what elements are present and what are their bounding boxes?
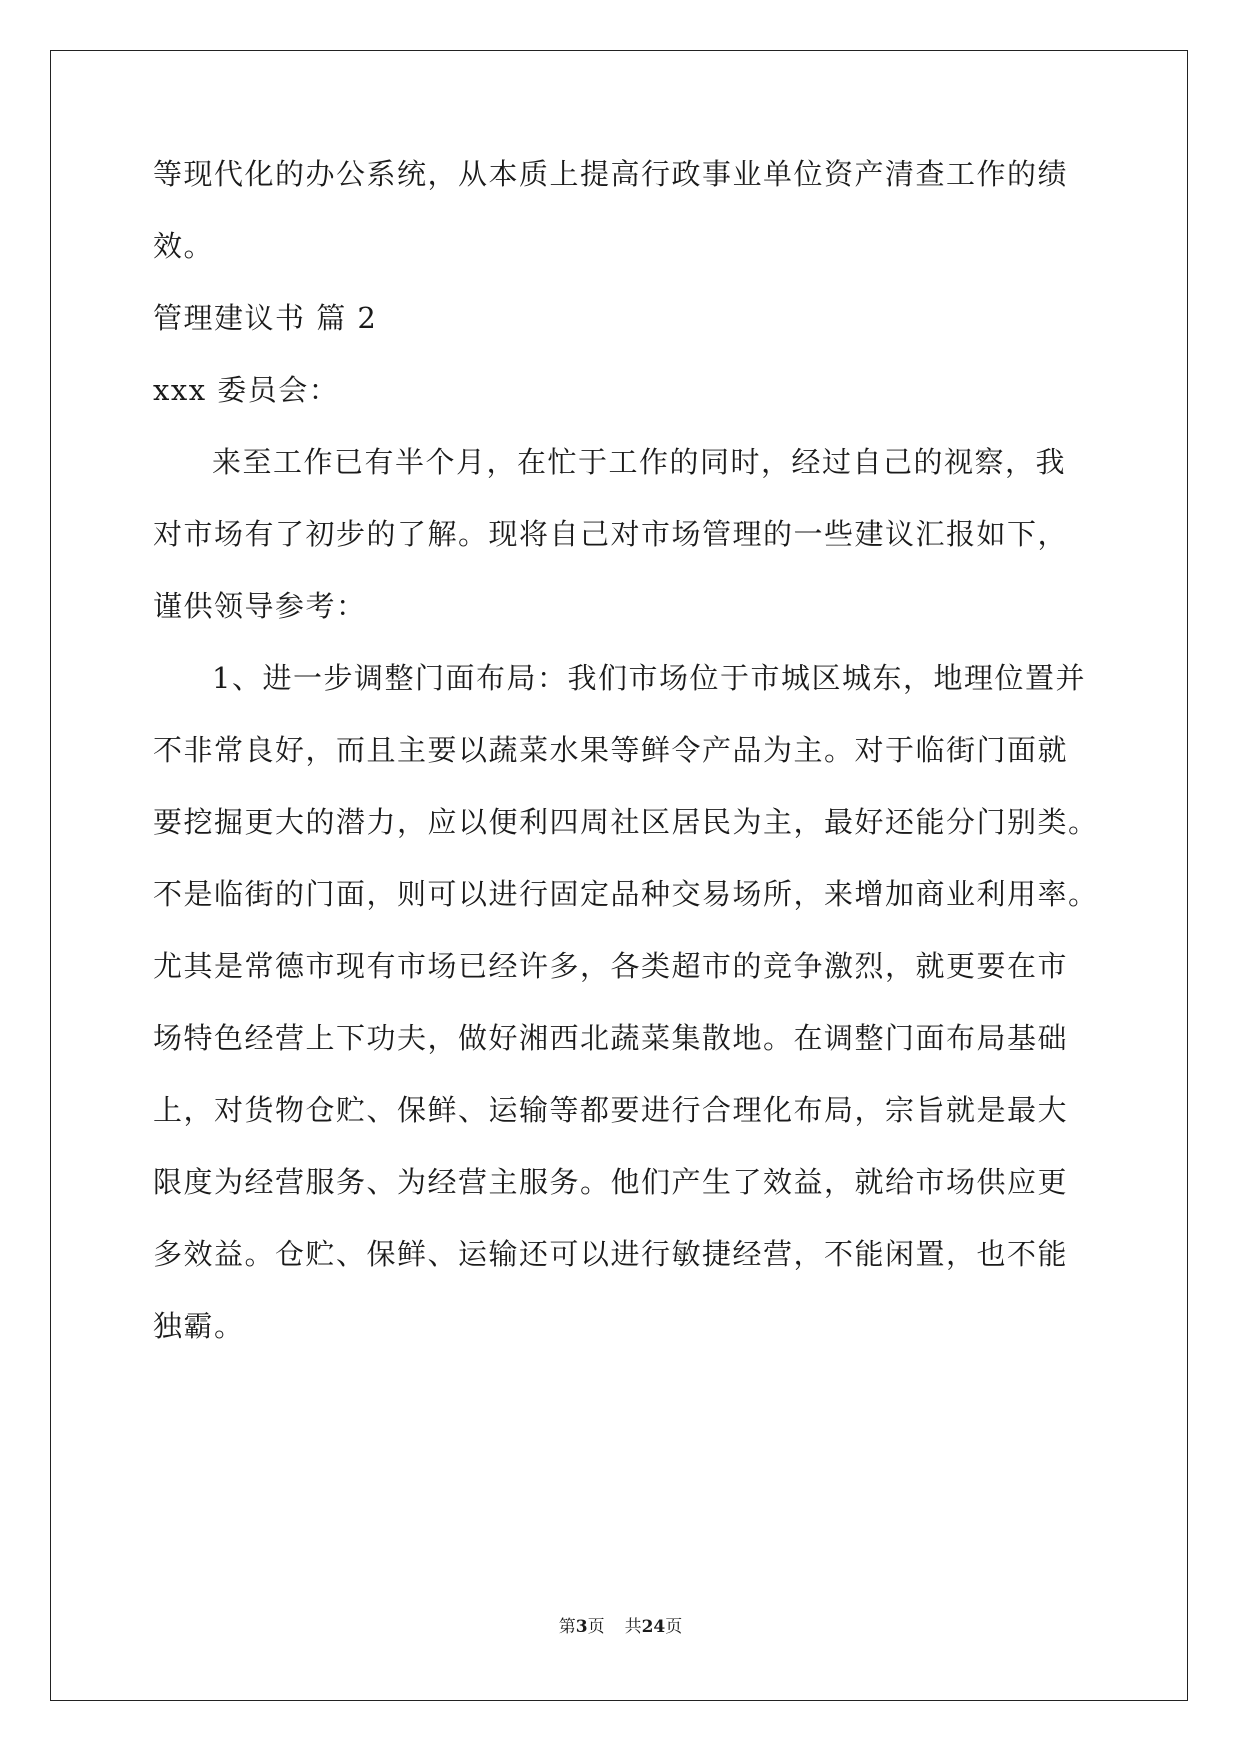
page-suffix: 页	[587, 1617, 605, 1637]
body-line: 多效益。仓贮、保鲜、运输还可以进行敏捷经营，不能闲置，也不能	[153, 1237, 1069, 1271]
body-line: 上，对货物仓贮、保鲜、运输等都要进行合理化布局，宗旨就是最大	[153, 1093, 1069, 1127]
body-line: 1、进一步调整门面布局：我们市场位于市城区城东，地理位置并	[212, 661, 1086, 695]
section-heading: 管理建议书 篇 2	[153, 301, 378, 335]
body-line: 对市场有了初步的了解。现将自己对市场管理的一些建议汇报如下，	[153, 517, 1069, 551]
body-line: 独霸。	[153, 1309, 245, 1343]
body-line: 不非常良好，而且主要以蔬菜水果等鲜令产品为主。对于临街门面就	[153, 733, 1069, 767]
body-line: 限度为经营服务、为经营主服务。他们产生了效益，就给市场供应更	[153, 1165, 1069, 1199]
body-line: 来至工作已有半个月，在忙于工作的同时，经过自己的视察，我	[212, 445, 1067, 479]
page-prefix: 第	[558, 1617, 576, 1637]
total-prefix: 共	[624, 1617, 642, 1637]
total-pages: 24	[641, 1617, 666, 1637]
body-line: 等现代化的办公系统，从本质上提高行政事业单位资产清查工作的绩	[153, 157, 1069, 191]
page-number: 3	[575, 1617, 588, 1637]
body-line: 尤其是常德市现有市场已经许多，各类超市的竞争激烈，就更要在市	[153, 949, 1069, 983]
body-line: 不是临街的门面，则可以进行固定品种交易场所，来增加商业利用率。	[153, 877, 1099, 911]
salutation: xxx 委员会：	[153, 373, 340, 407]
body-line: 要挖掘更大的潜力，应以便利四周社区居民为主，最好还能分门别类。	[153, 805, 1099, 839]
total-suffix: 页	[665, 1617, 683, 1637]
page-footer	[0, 1616, 1241, 1638]
body-line: 场特色经营上下功夫，做好湘西北蔬菜集散地。在调整门面布局基础	[153, 1021, 1069, 1055]
body-line: 效。	[153, 229, 215, 263]
body-line: 谨供领导参考：	[153, 589, 367, 623]
